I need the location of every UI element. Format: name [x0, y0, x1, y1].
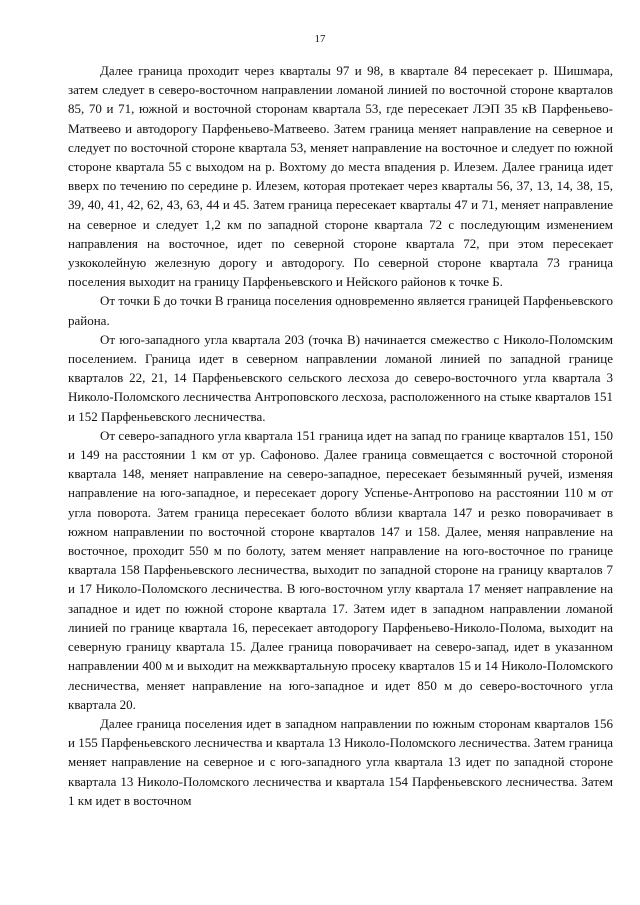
paragraph-boundary-western-direction: Далее граница поселения идет в западном направлении по южным сторонам кварталов 156 и 155 Парфеньевского лесничества и квартала 13 Николо-Поломского лесничества. Затем граница меняет направление на северное и с юго-западного угла квартала 13 идет по западной стороне квартала 13 Николо-Поломского лесничества и квартала 154 Парфеньевского лесничества. Затем 1 км идет в восточном — [68, 715, 613, 808]
paragraph-boundary-from-quarter-151: От северо-западного угла квартала 151 граница идет на запад по границе кварталов 151, 150 и 149 на расстоянии 1 км от ур. Сафоново. Далее граница совмещается с восточной стороной квартала 148, меняет направление на северо-западное, пересекает безымянный ручей, изменяя направление на юго-западное, и пересекает дорогу Успенье-Антропово на расстоянии 110 м от угла поворота. Затем граница пересекает болото вблизи квартала 147 и резко поворачивает в южном направлении по восточной стороне кварталов 147 и 158. Далее, меняя направление на восточное, проходит 550 м по болоту, затем меняет направление на юго-восточное по границе квартала 158 Парфеньевского лесничества, выходит по западной стороне на границу кварталов 7 и 17 Николо-Поломского лесничества. В юго-восточном углу квартала 17 меняет направление на западное и идет по южной стороне квартала 17. Затем идет в западном направлении ломаной линией по границе квартала 16, пересекает автодорогу Парфеньево-Николо-Полома, выходит на северную границу квартала 15. Далее граница поворачивает на северо-запад, идет в указанном направлении 400 м и выходит на межквартальную просеку кварталов 15 и 14 Николо-Поломского лесничества, меняет направление на юго-западное и идет 850 м до северо-восточного угла квартала 20. — [68, 427, 613, 712]
paragraph-point-b-to-point-v: От точки Б до точки В граница поселения одновременно является границей Парфеньевского района. — [68, 293, 613, 328]
paragraph-boundary-through-quarters-97-98: Далее граница проходит через кварталы 97 и 98, в квартале 84 пересекает р. Шишмара, затем следует в северо-восточном направлении ломаной линией по восточной стороне кварталов 85, 70 и 71, южной и восточной сторонам квартала 53, где пересекает ЛЭП 35 кВ Парфеньево-Матвеево и автодорогу Парфеньево-Матвеево. Затем граница меняет направление на северное и следует по восточной стороне квартала 53, меняет направление на восточное и следует по южной стороне квартала 55 с выходом на р. Вохтому до места впадения р. Илезем. Далее граница идет вверх по течению по середине р. Илезем, которая протекает через кварталы 56, 37, 13, 14, 38, 15, 39, 40, 41, 42, 62, 43, 63, 44 и 45. Затем граница пересекает кварталы 47 и 71, меняет направление на северное и следует 1,2 км по западной стороне квартала 72 с последующим изменением направления на восточное, идет по северной стороне квартала 72, при этом пересекает узкоколейную железную дорогу и автодорогу. По северной стороне квартала 73 граница поселения выходит на границу Парфеньевского и Нейского районов к точке Б. — [68, 63, 613, 290]
page-number: 17 — [314, 33, 326, 45]
paragraph-nikolo-polomskoe-border-start: От юго-западного угла квартала 203 (точка В) начинается смежество с Николо-Поломским поселением. Граница идет в северном направлении ломаной линией по западной границе кварталов 22, 21, 14 Парфеньевского сельского лесхоза до северо-восточного угла квартала 3 Николо-Поломского лесничества Антроповского лесхоза, расположенного на стыке кварталов 151 и 152 Парфеньевского лесничества. — [68, 331, 613, 424]
document-body — [68, 61, 613, 810]
